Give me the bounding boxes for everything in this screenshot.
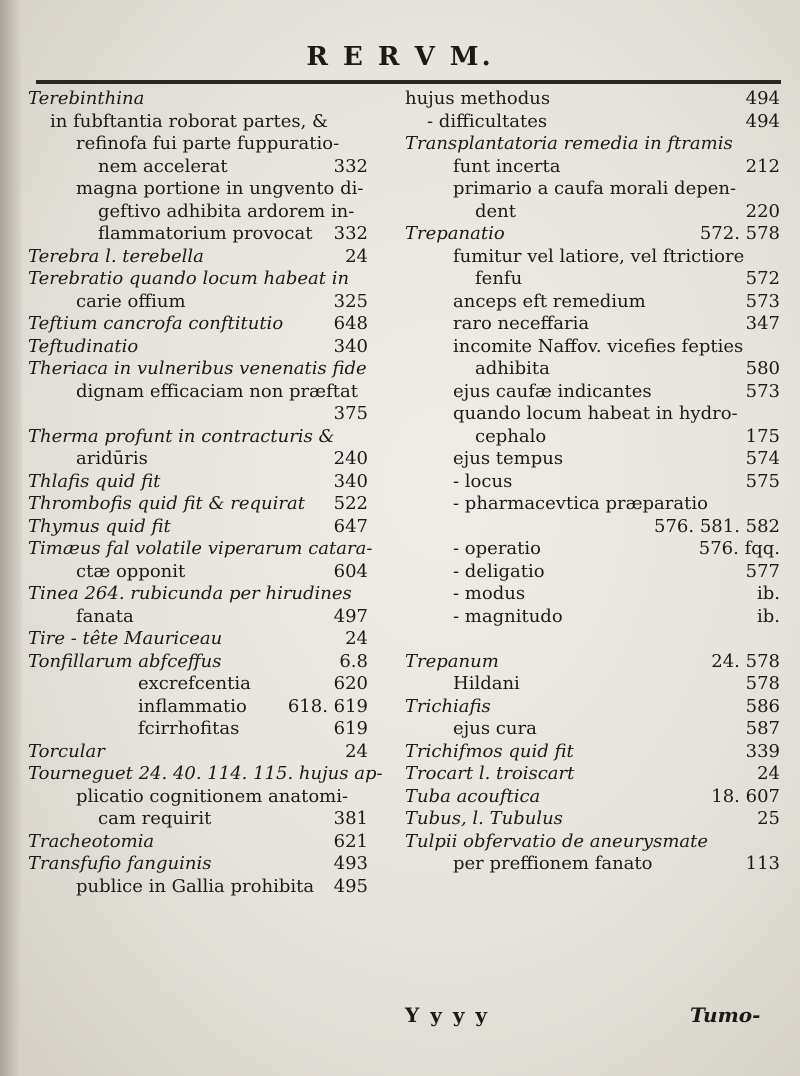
entry-term: publice in Gallia prohibita <box>76 875 315 897</box>
entry-page-ref: ib. <box>756 605 780 627</box>
entry-page-ref: ib. <box>756 583 780 604</box>
index-entry <box>28 741 368 764</box>
entry-page-ref: 495 <box>333 875 368 897</box>
index-entry <box>28 336 368 359</box>
entry-page-ref: 325 <box>333 290 368 312</box>
entry-term: hujus methodus <box>405 88 551 109</box>
index-entry <box>28 426 368 449</box>
index-entry <box>405 201 780 224</box>
entry-term: Thrombofis quid fit & requirat <box>28 493 305 514</box>
index-entry <box>405 268 780 291</box>
entry-page-ref: 175 <box>745 425 780 447</box>
left-column <box>28 88 383 898</box>
index-entry <box>405 741 780 764</box>
entry-term: Teftudinatio <box>28 335 139 357</box>
entry-page-ref: 24 <box>345 628 368 649</box>
index-entry <box>28 201 368 224</box>
entry-page-ref: 573 <box>745 380 780 402</box>
index-entry <box>28 651 368 674</box>
index-entry <box>28 876 368 899</box>
entry-term: dignam efficaciam non præftat <box>76 380 358 402</box>
entry-page-ref: 347 <box>745 313 780 334</box>
entry-page-ref: 24 <box>345 245 368 267</box>
entry-term: adhibita <box>475 358 550 379</box>
entry-term: cephalo <box>475 425 547 447</box>
entry-term: Transplantatoria remedia in ftramis <box>405 133 733 154</box>
index-entry <box>405 516 780 539</box>
index-entry <box>28 156 368 179</box>
entry-page-ref: 577 <box>745 560 780 582</box>
index-entry <box>405 111 780 134</box>
entry-page-ref: 493 <box>333 853 368 874</box>
entry-term: - magnitudo <box>453 605 563 627</box>
entry-term: funt incerta <box>453 155 561 177</box>
entry-term: Tuba acouftica <box>405 785 541 807</box>
index-entry <box>28 291 368 314</box>
index-entry <box>405 358 780 381</box>
entry-page-ref: 576. 581. 582 <box>654 515 780 537</box>
entry-page-ref: 621 <box>333 830 368 852</box>
index-entry <box>28 403 368 426</box>
entry-term: Hildani <box>453 673 520 694</box>
entry-term: quando locum habeat in hydro- <box>453 403 738 424</box>
entry-term: ejus tempus <box>453 448 564 469</box>
index-entry <box>28 516 368 539</box>
entry-term: flammatorium provocat <box>98 223 313 244</box>
entry-page-ref: 604 <box>333 560 368 582</box>
entry-page-ref: 522 <box>333 493 368 514</box>
entry-term: nem accelerat <box>98 155 228 177</box>
entry-term: - pharmacevtica præparatio <box>453 493 708 514</box>
index-entry <box>28 538 373 561</box>
index-entry <box>28 133 368 156</box>
index-entry <box>28 628 368 651</box>
index-entry <box>28 268 368 291</box>
entry-page-ref: 620 <box>333 673 368 694</box>
index-entry <box>405 133 780 156</box>
entry-page-ref: 332 <box>333 155 368 177</box>
index-entry <box>405 606 780 629</box>
index-entry <box>28 381 368 404</box>
index-entry <box>405 583 780 606</box>
index-entry <box>405 156 780 179</box>
entry-page-ref: 575 <box>745 470 780 492</box>
entry-term: refinofa fui parte fuppuratio- <box>76 133 340 154</box>
entry-page-ref: 497 <box>333 605 368 627</box>
entry-term: Trichifmos quid fit <box>405 740 574 762</box>
entry-term: magna portione in ungvento di- <box>76 178 364 199</box>
index-entry <box>405 651 780 674</box>
index-entry <box>28 763 383 786</box>
entry-term: Trichiafis <box>405 695 491 717</box>
entry-term: Tulpii obfervatio de aneurysmate <box>405 830 709 852</box>
entry-term: carie offium <box>76 290 186 312</box>
index-entry <box>405 696 780 719</box>
index-entry <box>405 718 780 741</box>
entry-page-ref: 24 <box>345 740 368 762</box>
entry-page-ref: 212 <box>745 155 780 177</box>
entry-term: per preffionem fanato <box>453 853 653 874</box>
index-entry <box>28 313 368 336</box>
index-entry <box>28 853 368 876</box>
entry-term: Tubus, l. Tubulus <box>405 808 563 829</box>
entry-term: Tonfillarum abfceffus <box>28 650 222 672</box>
entry-page-ref: 647 <box>333 515 368 537</box>
entry-term: in fubftantia roborat partes, & <box>50 110 329 132</box>
entry-page-ref: 240 <box>333 448 368 469</box>
entry-term: excrefcentia <box>138 673 251 694</box>
entry-term: plicatio cognitionem anatomi- <box>76 785 349 807</box>
index-entry <box>28 111 368 134</box>
entry-page-ref: 25 <box>757 808 780 829</box>
entry-term: Terebratio quando locum habeat in <box>28 268 350 289</box>
index-entry <box>405 628 780 651</box>
entry-term: Tracheotomia <box>28 830 155 852</box>
entry-page-ref: 572 <box>745 268 780 289</box>
entry-page-ref: 586 <box>745 695 780 717</box>
index-entry <box>405 313 780 336</box>
entry-page-ref: 339 <box>745 740 780 762</box>
entry-page-ref: 18. 607 <box>711 785 780 807</box>
entry-term: Transfufio fanguinis <box>28 853 212 874</box>
entry-term: Tourneguet 24. 40. 114. 115. hujus ap- <box>28 763 383 784</box>
entry-term: fenfu <box>475 268 523 289</box>
signature-mark: Y y y y <box>405 1003 490 1027</box>
index-entry <box>405 448 780 471</box>
entry-page-ref: 24 <box>757 763 780 784</box>
index-entry <box>28 583 368 606</box>
entry-term: Trepanatio <box>405 223 505 244</box>
entry-page-ref: 576. fqq. <box>698 538 780 559</box>
entry-page-ref: 619 <box>333 718 368 739</box>
entry-page-ref: 340 <box>333 335 368 357</box>
index-entry <box>28 178 368 201</box>
entry-page-ref: 220 <box>745 200 780 222</box>
entry-page-ref: 578 <box>745 673 780 694</box>
right-column <box>405 88 780 876</box>
index-entry <box>28 786 368 809</box>
entry-term: - operatio <box>453 538 541 559</box>
entry-term: Therma profunt in contracturis & <box>28 425 335 447</box>
entry-term: incomite Naffov. vicefies fepties <box>453 335 744 357</box>
entry-term: Trocart l. troiscart <box>405 763 575 784</box>
entry-term: inflammatio <box>138 695 247 717</box>
index-entry <box>28 696 368 719</box>
entry-page-ref: 574 <box>745 448 780 469</box>
entry-page-ref: 375 <box>333 403 368 424</box>
entry-term: anceps eft remedium <box>453 290 646 312</box>
entry-term: fumitur vel latiore, vel ftrictiore <box>453 245 745 267</box>
index-entry <box>28 448 368 471</box>
index-entry <box>405 673 780 696</box>
index-entry <box>405 336 780 359</box>
entry-term: raro neceffaria <box>453 313 590 334</box>
entry-term: ejus caufæ indicantes <box>453 380 652 402</box>
entry-page-ref: 587 <box>745 718 780 739</box>
entry-term: Tinea 264. rubicunda per hirudines <box>28 583 352 604</box>
index-entry <box>28 471 368 494</box>
entry-page-ref: 381 <box>333 808 368 829</box>
entry-term: Thlafis quid fit <box>28 470 161 492</box>
index-entry <box>405 808 780 831</box>
index-entry <box>28 223 368 246</box>
index-entry <box>405 493 780 516</box>
entry-term: Timæus fal volatile viperarum catara- <box>28 538 373 559</box>
index-entry <box>28 606 368 629</box>
entry-page-ref: 332 <box>333 223 368 244</box>
entry-term: dent <box>475 200 517 222</box>
entry-term: fanata <box>76 605 134 627</box>
index-entry <box>405 403 780 426</box>
entry-term: Terebinthina <box>28 88 145 109</box>
index-entry <box>28 718 368 741</box>
index-entry <box>405 178 780 201</box>
entry-term: - locus <box>453 470 513 492</box>
entry-term: - difficultates <box>427 110 548 132</box>
running-head: R E R V M. <box>306 42 494 72</box>
index-entry <box>28 88 368 111</box>
entry-term: - modus <box>453 583 526 604</box>
entry-term: Tire - tête Mauriceau <box>28 628 223 649</box>
entry-term: ejus cura <box>453 718 537 739</box>
index-entry <box>28 808 368 831</box>
index-entry <box>405 786 780 809</box>
entry-term: fcirrhofitas <box>138 718 240 739</box>
entry-page-ref: 6.8 <box>339 650 368 672</box>
entry-page-ref: 494 <box>745 88 780 109</box>
entry-term: Teftium cancrofa conftitutio <box>28 313 284 334</box>
entry-term: Theriaca in vulneribus venenatis fide <box>28 358 367 379</box>
entry-page-ref: 113 <box>745 853 780 874</box>
entry-term: ctæ opponit <box>76 560 186 582</box>
index-entry <box>405 246 780 269</box>
index-entry <box>405 426 780 449</box>
index-entry <box>28 673 368 696</box>
index-entry <box>28 561 368 584</box>
entry-term: Terebra l. terebella <box>28 245 204 267</box>
entry-page-ref: 580 <box>745 358 780 379</box>
entry-page-ref: 573 <box>745 290 780 312</box>
header-rule <box>36 80 781 84</box>
index-entry <box>405 561 780 584</box>
entry-term: geftivo adhibita ardorem in- <box>98 200 355 222</box>
entry-term: Thymus quid fit <box>28 515 171 537</box>
entry-term: aridūris <box>76 448 148 469</box>
index-entry <box>28 246 368 269</box>
index-entry <box>405 381 780 404</box>
entry-page-ref: 648 <box>333 313 368 334</box>
entry-page-ref: 494 <box>745 110 780 132</box>
index-entry <box>405 853 780 876</box>
entry-page-ref: 618. 619 <box>287 695 368 717</box>
index-entry <box>28 358 368 381</box>
entry-page-ref: 572. 578 <box>699 223 780 244</box>
entry-term: - deligatio <box>453 560 545 582</box>
entry-term: Torcular <box>28 740 105 762</box>
index-entry <box>28 831 368 854</box>
entry-page-ref: 340 <box>333 470 368 492</box>
index-entry <box>405 831 780 854</box>
index-entry <box>28 493 368 516</box>
entry-term: primario a caufa morali depen- <box>453 178 737 199</box>
index-entry <box>405 223 780 246</box>
entry-term: Trepanum <box>405 650 499 672</box>
entry-term: cam requirit <box>98 808 212 829</box>
page-edge <box>0 0 22 1076</box>
index-entry <box>405 471 780 494</box>
index-entry <box>405 538 780 561</box>
index-entry <box>405 291 780 314</box>
index-entry <box>405 763 780 786</box>
catchword: Tumo- <box>690 1003 761 1027</box>
entry-page-ref: 24. 578 <box>711 650 780 672</box>
index-entry <box>405 88 780 111</box>
